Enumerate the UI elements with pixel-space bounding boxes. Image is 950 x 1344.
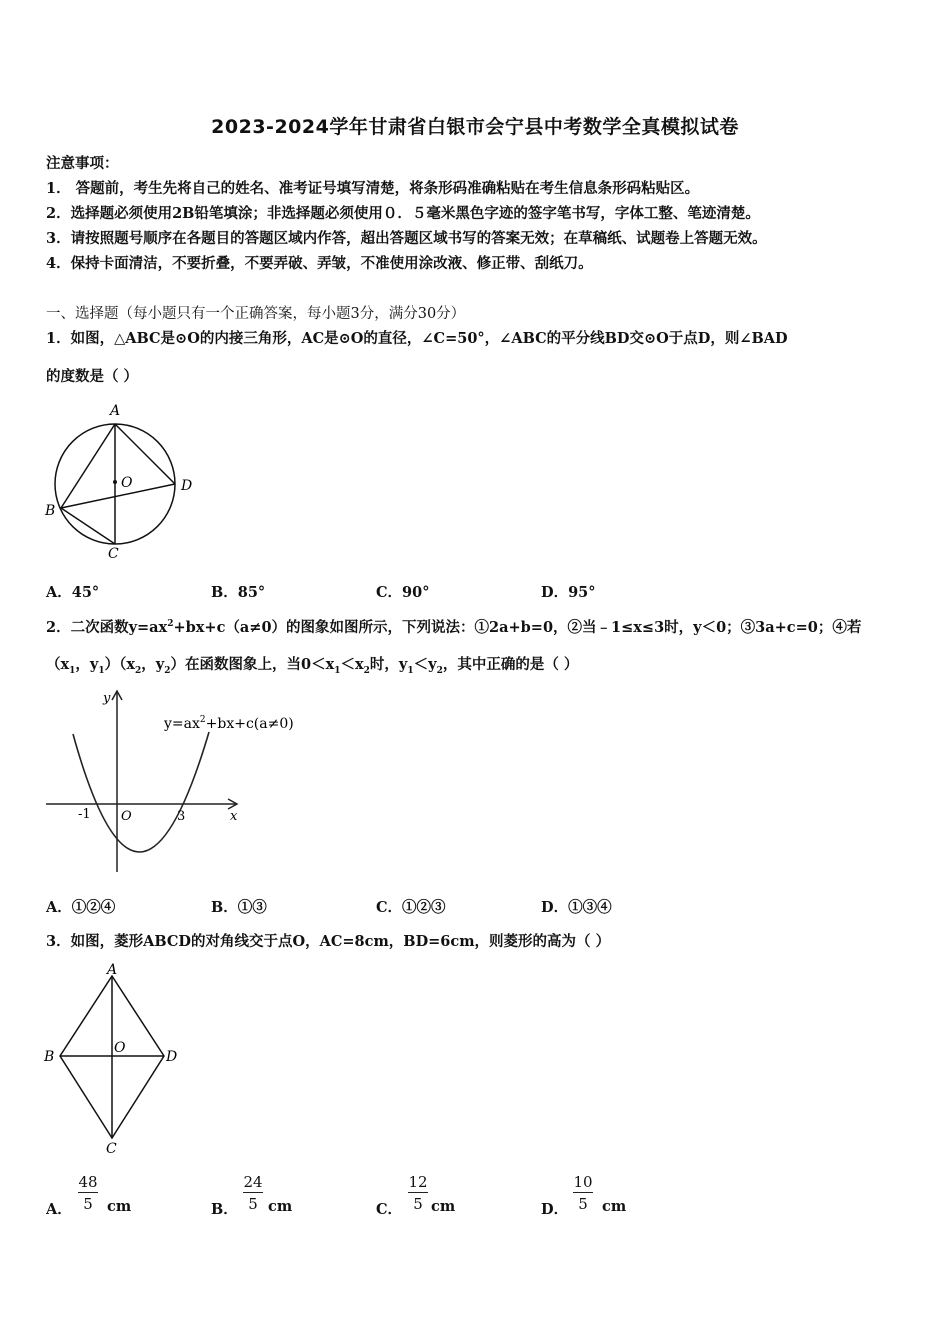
q2-stem-exponent: 2 — [167, 619, 174, 630]
q1-choice-c[interactable]: C．90° — [376, 584, 430, 601]
q2-sub: 2 — [135, 665, 142, 676]
q2-choice-c[interactable]: C．①②③ — [376, 899, 446, 916]
q3-choice-d-fraction — [572, 1172, 594, 1213]
q2-parabola-figure — [40, 686, 300, 880]
q2-function-label: $y=ax^2+bx+c(a\ne 0)$ — [164, 715, 294, 732]
q2-text: ＜y — [413, 656, 437, 673]
q1-label-A: A — [110, 403, 121, 419]
notice-heading: 注意事项： — [46, 155, 119, 172]
q3-choice-a-unit: cm — [107, 1198, 132, 1215]
q3-choice-c-fraction — [407, 1172, 429, 1213]
notice-item-2: 2．选择题必须使用2B铅笔填涂；非选择题必须使用０．５毫米黑色字迹的签字笔书写，字体工整、笔迹清楚。 — [46, 205, 760, 222]
q3-label-A: A — [107, 962, 118, 978]
q2-text: ，y — [75, 656, 99, 673]
q2-choice-a[interactable]: A．①②④ — [46, 899, 116, 916]
numerator: 24 — [243, 1173, 263, 1191]
exam-title: 2023-2024学年甘肃省白银市会宁县中考数学全真模拟试卷 — [211, 116, 739, 138]
q1-label-D: D — [181, 478, 193, 494]
q3-choice-c-unit: cm — [431, 1198, 456, 1215]
q3-choice-d-unit: cm — [602, 1198, 627, 1215]
q3-choice-a-fraction — [77, 1172, 99, 1213]
q2-origin-label: O — [121, 809, 132, 824]
q2-stem-line2 — [46, 653, 578, 676]
q2-text: ，y — [141, 656, 165, 673]
q3-choice-a-letter: A． — [46, 1201, 72, 1218]
notice-item-1: 1． 答题前，考生先将自己的姓名、准考证号填写清楚，将条形码准确粘贴在考生信息条形码粘贴区。 — [46, 180, 700, 197]
q3-label-O: O — [114, 1040, 126, 1056]
q1-label-B: B — [45, 503, 56, 519]
q1-label-O: O — [121, 475, 133, 491]
q1-stem-line2: 的度数是（ ） — [46, 368, 139, 385]
q2-sub: 1 — [98, 665, 105, 676]
q2-text: 时，y — [369, 656, 408, 673]
section-heading: 一、选择题（每小题只有一个正确答案，每小题3分，满分30分） — [46, 306, 466, 322]
q2-text: ，其中正确的是（ ） — [442, 656, 579, 673]
denominator: 5 — [83, 1195, 93, 1213]
q2-stem-line1 — [46, 616, 861, 637]
numerator: 12 — [408, 1173, 428, 1191]
q3-choice-a[interactable] — [46, 1198, 72, 1219]
q3-choice-b-letter: B． — [211, 1201, 238, 1218]
q1-choice-d[interactable]: D．95° — [541, 584, 596, 601]
q3-choice-d-letter: D． — [541, 1201, 569, 1218]
denominator: 5 — [413, 1195, 423, 1213]
parabola-curve — [73, 732, 209, 852]
q3-choice-c-letter: C． — [376, 1201, 403, 1218]
q2-text: ）（x — [104, 656, 136, 673]
q2-choice-d[interactable]: D．①③④ — [541, 899, 612, 916]
q2-text: ＜x — [340, 656, 364, 673]
q2-text: ）在函数图象上，当0＜x — [170, 656, 335, 673]
q3-choice-b[interactable] — [211, 1198, 238, 1219]
q1-circle-figure — [40, 398, 210, 566]
q1-label-C: C — [108, 546, 119, 562]
q3-choice-b-unit: cm — [268, 1198, 293, 1215]
q2-x-axis-label: x — [230, 809, 238, 824]
q3-label-B: B — [44, 1049, 55, 1065]
q1-choice-b[interactable]: B．85° — [211, 584, 266, 601]
numerator: 48 — [78, 1173, 98, 1191]
q2-sub: 1 — [407, 665, 414, 676]
q2-sub: 2 — [363, 665, 370, 676]
q1-choice-a[interactable]: A．45° — [46, 584, 100, 601]
q1-stem-line1: 1．如图，△ABC是⊙O的内接三角形，AC是⊙O的直径，∠C=50°，∠ABC的平分线BD交⊙O于点D，则∠BAD — [46, 330, 788, 347]
q3-choice-b-fraction — [242, 1172, 264, 1213]
q3-stem-line1: 3．如图，菱形ABCD的对角线交于点O，AC=8cm，BD=6cm，则菱形的高为（ ） — [46, 933, 611, 950]
denominator: 5 — [578, 1195, 588, 1213]
q2-tick-3: 3 — [177, 809, 186, 824]
q2-sub: 1 — [69, 665, 76, 676]
q2-sub: 2 — [436, 665, 443, 676]
q2-sub: 1 — [334, 665, 341, 676]
denominator: 5 — [248, 1195, 258, 1213]
q2-tick-neg1: -1 — [78, 807, 91, 822]
q3-choice-c[interactable] — [376, 1198, 402, 1219]
q2-choice-b[interactable]: B．①③ — [211, 899, 267, 916]
q2-y-axis-label: y — [103, 691, 111, 706]
q2-sub: 2 — [164, 665, 171, 676]
q3-label-D: D — [166, 1049, 178, 1065]
numerator: 10 — [573, 1173, 593, 1191]
q3-rhombus-figure — [40, 960, 190, 1156]
notice-item-4: 4．保持卡面清洁，不要折叠，不要弄破、弄皱，不准使用涂改液、修正带、刮纸刀。 — [46, 255, 593, 272]
q2-text: （x — [46, 656, 70, 673]
q2-stem-suffix: +bx+c（a≠0）的图象如图所示，下列说法：①2a+b=0，②当﹣1≤x≤3时，y＜0；③3a+c=0；④若 — [173, 619, 862, 636]
q3-label-C: C — [106, 1141, 117, 1156]
q2-stem-prefix: 2．二次函数y=ax — [46, 619, 168, 636]
notice-item-3: 3．请按照题号顺序在各题目的答题区域内作答，超出答题区域书写的答案无效；在草稿纸、试题卷上答题无效。 — [46, 230, 767, 247]
q3-choice-d[interactable] — [541, 1198, 568, 1219]
